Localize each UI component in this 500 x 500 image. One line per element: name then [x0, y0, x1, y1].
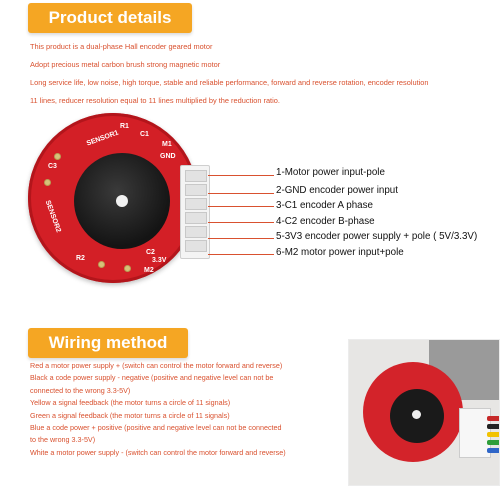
- solder-pad: [54, 153, 61, 160]
- silk-r2: R2: [76, 255, 85, 262]
- pin-leader-line: [208, 238, 274, 239]
- silk-c2: C2: [146, 249, 155, 256]
- connector-pin: [185, 240, 207, 252]
- silk-m1: M1: [162, 141, 172, 148]
- silk-3v3: 3.3V: [152, 257, 167, 264]
- silk-m2: M2: [144, 267, 154, 274]
- product-description: [30, 38, 490, 110]
- pin-leader-line: [208, 193, 274, 194]
- wiring-line: Green a signal feedback (the motor turns a circle of 11 signals): [30, 410, 230, 420]
- motor-shaft-photo: [412, 410, 421, 419]
- pin-label: 5-3V3 encoder power supply + pole ( 5V/3.3V): [276, 231, 478, 242]
- pin-label: 6-M2 motor power input+pole: [276, 247, 404, 258]
- pin-label: 1-Motor power input-pole: [276, 167, 385, 178]
- red-wire: [487, 416, 500, 421]
- wiring-line: to the wrong 3.3-5V): [30, 435, 96, 445]
- pin-leader-line: [208, 254, 274, 255]
- solder-pad: [124, 265, 131, 272]
- description-line: This product is a dual-phase Hall encoder geared motor: [30, 42, 213, 51]
- yellow-wire: [487, 432, 500, 437]
- silk-r1: R1: [120, 123, 129, 130]
- wiring-line: connected to the wrong 3.3-5V): [30, 385, 131, 395]
- wiring-line: Red a motor power supply + (switch can control the motor forward and reverse): [30, 361, 283, 370]
- description-line: Adopt precious metal carbon brush strong magnetic motor: [30, 60, 221, 69]
- motor-body: [74, 153, 170, 249]
- connector-pin: [185, 198, 207, 210]
- pcb-board: [28, 113, 198, 283]
- solder-pad: [44, 179, 51, 186]
- motor-photo: [348, 339, 500, 486]
- connector-pin: [185, 226, 207, 238]
- motor-shaft: [116, 195, 128, 207]
- description-line: Long service life, low noise, high torque, stable and reliable performance, forward and reverse rotation, encoder resolution: [30, 78, 429, 87]
- encoder-board-image: [28, 113, 203, 288]
- wiring-method-banner: Wiring method: [28, 328, 188, 358]
- connector-pin: [185, 184, 207, 196]
- wiring-description: [30, 360, 365, 459]
- pin-leader-line: [208, 222, 274, 223]
- solder-pad: [98, 261, 105, 268]
- pin-label: 2-GND encoder power input: [276, 185, 398, 196]
- silk-sensor1: SENSOR1: [85, 129, 120, 148]
- wiring-line: White a motor power supply - (switch can control the motor forward and reverse): [30, 447, 286, 457]
- silk-gnd: GND: [160, 153, 176, 160]
- blue-wire: [487, 448, 500, 453]
- black-wire: [487, 424, 500, 429]
- pin-label: 4-C2 encoder B-phase: [276, 216, 375, 227]
- pin-leader-line: [208, 175, 274, 176]
- description-line: 11 lines, reducer resolution equal to 11 lines multiplied by the reduction ratio.: [30, 96, 280, 105]
- product-details-banner: Product details: [28, 3, 192, 33]
- pin-label: 3-C1 encoder A phase: [276, 200, 373, 211]
- silk-sensor2: SENSOR2: [43, 199, 62, 234]
- silk-c3: C3: [48, 163, 57, 170]
- wiring-line: Black a code power supply - negative (positive and negative level can not be: [30, 373, 274, 383]
- pin-header-connector: [180, 165, 210, 259]
- green-wire: [487, 440, 500, 445]
- connector-pin: [185, 170, 207, 182]
- silk-c1: C1: [140, 131, 149, 138]
- wiring-line: Yellow a signal feedback (the motor turns a circle of 11 signals): [30, 398, 231, 408]
- pin-leader-line: [208, 206, 274, 207]
- connector-pin: [185, 212, 207, 224]
- wiring-line: Blue a code power + positive (positive and negative level can not be connected: [30, 423, 282, 433]
